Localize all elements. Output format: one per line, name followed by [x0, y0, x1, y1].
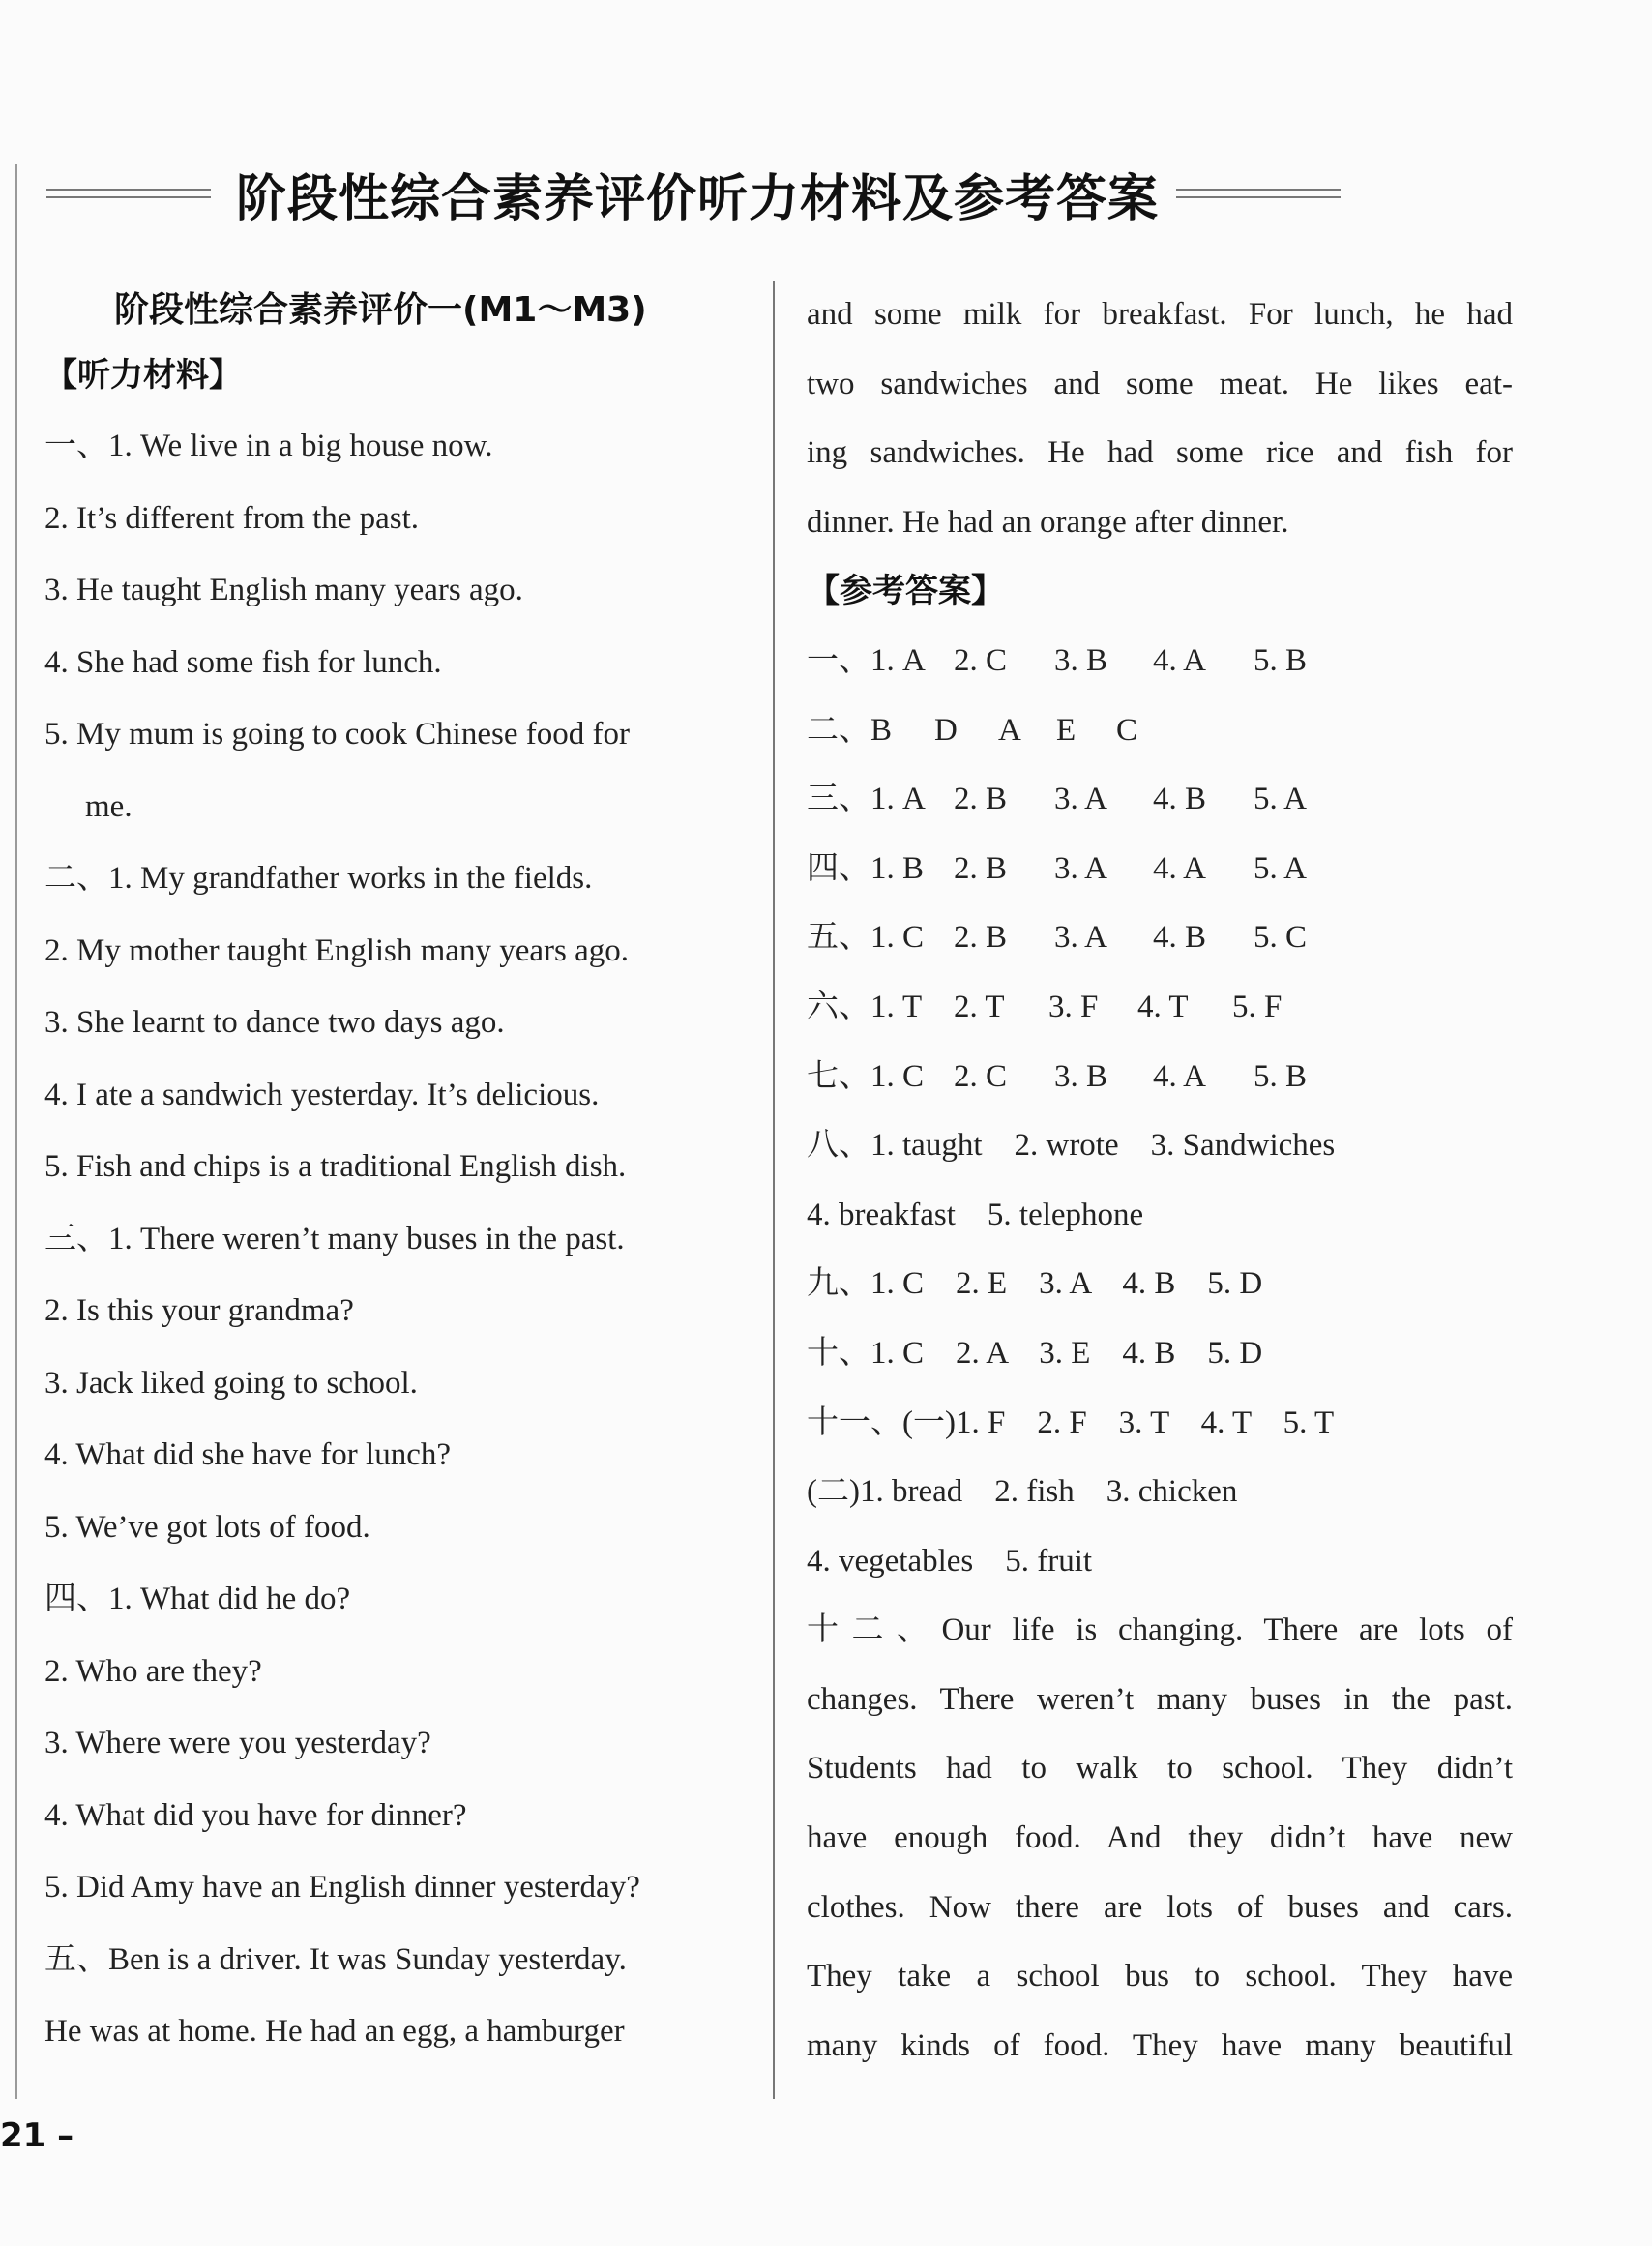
answer-cell: 3. F — [1048, 989, 1099, 1024]
answer-cell: 5. B — [1254, 642, 1308, 678]
text-line: many kinds of food. They have many beautiful — [807, 2027, 1513, 2063]
answer-cell: 二、B — [807, 712, 893, 748]
page-title: 阶段性综合素养评价听力材料及参考答案 — [236, 169, 1160, 228]
answer-row — [807, 765, 1513, 835]
answer-cell: 三、1. A — [807, 782, 926, 817]
answer-cell: 3. B — [1054, 1058, 1108, 1094]
listening-heading: 【听力材料】 — [44, 356, 242, 395]
text-line: 5. Did Amy have an English dinner yesterday? — [44, 1870, 640, 1905]
answer-cell: A — [998, 712, 1021, 748]
text-line: He was at home. He had an egg, a hamburger — [44, 2014, 625, 2049]
answer-cell: 2. C — [954, 1058, 1008, 1094]
text-line: (二)1. bread 2. fish 3. chicken — [807, 1474, 1238, 1510]
answer-cell: 五、1. C — [807, 920, 925, 956]
text-line: 2. Is this your grandma? — [44, 1293, 354, 1328]
text-line: 3. He taught English many years ago. — [44, 573, 523, 607]
answer-cell: 5. A — [1254, 850, 1308, 886]
text-line: 3. Where were you yesterday? — [44, 1726, 431, 1760]
answer-row — [807, 696, 1513, 766]
answer-cell: 一、1. A — [807, 642, 926, 678]
answer-cell: 5. F — [1232, 989, 1283, 1024]
text-line: They take a school bus to school. They have — [807, 1959, 1513, 1995]
text-line: 4. vegetables 5. fruit — [807, 1543, 1093, 1579]
text-line: changes. There weren’t many buses in the past. — [807, 1681, 1513, 1717]
answer-cell: 3. A — [1054, 850, 1108, 886]
answer-cell: 2. C — [954, 642, 1008, 678]
text-line: 十一、(一)1. F 2. F 3. T 4. T 5. T — [807, 1404, 1335, 1440]
text-line: 4. breakfast 5. telephone — [807, 1197, 1144, 1232]
page-number: 21 – — [0, 2116, 74, 2155]
text-line: 五、Ben is a driver. It was Sunday yesterday. — [44, 1941, 627, 1977]
left-column — [44, 281, 751, 2068]
text-line: me. — [85, 788, 133, 824]
text-line: 4. She had some fish for lunch. — [44, 644, 442, 680]
answer-cell: 3. A — [1054, 920, 1108, 956]
text-line: 八、1. taught 2. wrote 3. Sandwiches — [807, 1128, 1336, 1164]
answer-row — [807, 1043, 1513, 1112]
answer-cell: 5. C — [1254, 920, 1308, 956]
answer-cell: 5. B — [1254, 1058, 1308, 1094]
answer-cell: 七、1. C — [807, 1058, 925, 1094]
answer-cell: 5. A — [1254, 782, 1308, 817]
text-line: 5. My mum is going to cook Chinese food for — [44, 717, 630, 752]
text-line: 四、1. What did he do? — [44, 1581, 351, 1616]
text-line: ing sandwiches. He had some rice and fish for — [807, 435, 1513, 471]
answer-cell: 3. A — [1054, 782, 1108, 817]
text-line: 十、1. C 2. A 3. E 4. B 5. D — [807, 1335, 1263, 1371]
text-line: 十二、Our life is changing. There are lots of — [807, 1612, 1513, 1648]
answer-row — [807, 903, 1513, 973]
title-rule-left — [46, 189, 211, 198]
page-edge-line — [15, 164, 17, 2099]
answer-cell: 六、1. T — [807, 989, 923, 1024]
text-line: 4. I ate a sandwich yesterday. It’s delicious. — [44, 1077, 600, 1112]
text-line: two sandwiches and some meat. He likes eat- — [807, 366, 1513, 401]
text-line: 二、1. My grandfather works in the fields. — [44, 861, 593, 896]
answer-cell: 2. B — [954, 920, 1008, 956]
text-line: 2. Who are they? — [44, 1653, 262, 1689]
answer-cell: 4. A — [1153, 1058, 1207, 1094]
text-line: 5. We’ve got lots of food. — [44, 1509, 370, 1545]
answer-row — [807, 835, 1513, 904]
answer-cell: 4. A — [1153, 642, 1207, 678]
answer-cell: 2. B — [954, 782, 1008, 817]
answer-cell: C — [1116, 712, 1138, 748]
title-rule-right — [1176, 189, 1341, 198]
section-title: 阶段性综合素养评价一(M1～M3) — [114, 290, 647, 330]
answer-cell: E — [1056, 712, 1077, 748]
title-row — [46, 155, 1401, 232]
answer-cell: D — [934, 712, 958, 748]
text-line: 三、1. There weren’t many buses in the past. — [44, 1221, 625, 1256]
text-line: 4. What did she have for lunch? — [44, 1437, 452, 1472]
answer-cell: 4. T — [1137, 989, 1189, 1024]
answer-cell: 4. B — [1153, 782, 1207, 817]
text-line: 4. What did you have for dinner? — [44, 1797, 467, 1833]
text-line: and some milk for breakfast. For lunch, he had — [807, 297, 1513, 332]
text-line: 5. Fish and chips is a traditional English dish. — [44, 1149, 627, 1184]
answer-cell: 四、1. B — [807, 850, 925, 886]
text-line: 九、1. C 2. E 3. A 4. B 5. D — [807, 1266, 1263, 1302]
text-line: Students had to walk to school. They didn’t — [807, 1751, 1513, 1787]
text-line: 2. It’s different from the past. — [44, 500, 420, 536]
text-line: have enough food. And they didn’t have new — [807, 1820, 1513, 1856]
answers-heading: 【参考答案】 — [807, 572, 1004, 611]
answer-cell: 2. B — [954, 850, 1008, 886]
answer-cell: 4. B — [1153, 920, 1207, 956]
answer-cell: 3. B — [1054, 642, 1108, 678]
text-line: 一、1. We live in a big house now. — [44, 429, 493, 463]
text-line: dinner. He had an orange after dinner. — [807, 504, 1289, 540]
answer-row — [807, 973, 1513, 1043]
right-column — [807, 281, 1513, 2081]
answer-cell: 2. T — [954, 989, 1005, 1024]
column-divider — [773, 281, 775, 2099]
answer-cell: 4. A — [1153, 850, 1207, 886]
text-line: 3. Jack liked going to school. — [44, 1365, 418, 1401]
text-line: 2. My mother taught English many years ago. — [44, 932, 629, 968]
text-line: clothes. Now there are lots of buses and cars. — [807, 1889, 1513, 1925]
text-line: 3. She learnt to dance two days ago. — [44, 1005, 505, 1040]
answer-row — [807, 627, 1513, 696]
